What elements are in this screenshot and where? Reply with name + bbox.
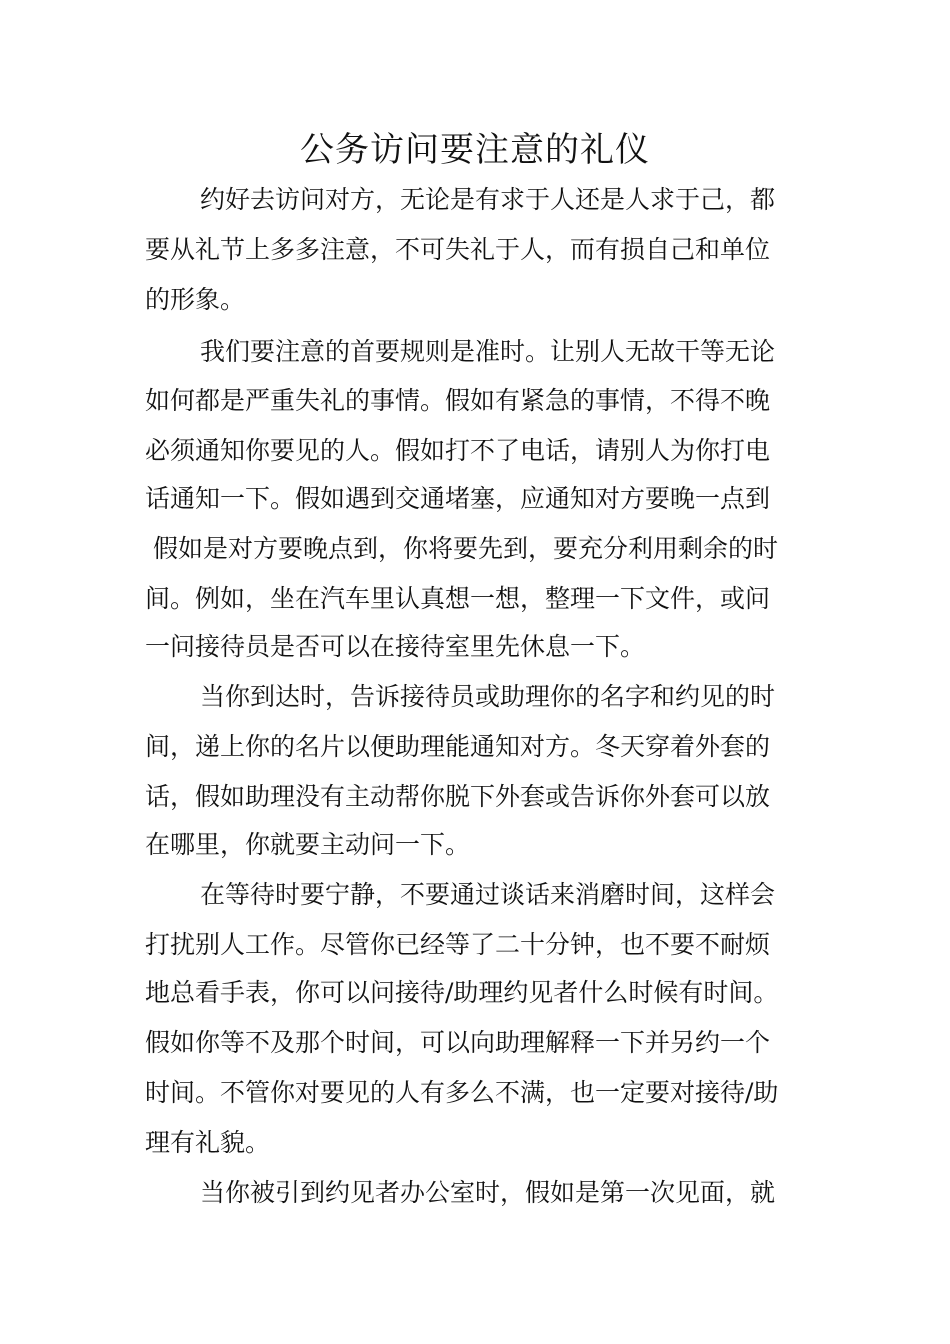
paragraph-2-line-6: 间。例如，坐在汽车里认真想一想，整理一下文件，或问 bbox=[145, 584, 771, 613]
paragraph-4-line-3: 地总看手表，你可以问接待/助理约见者什么时候有时间。 bbox=[145, 978, 779, 1007]
paragraph-3-line-2: 间，递上你的名片以便助理能通知对方。冬天穿着外套的 bbox=[145, 732, 771, 761]
paragraph-2-line-2: 如何都是严重失礼的事情。假如有紧急的事情，不得不晚 bbox=[145, 386, 771, 415]
paragraph-1-line-3: 的形象。 bbox=[145, 285, 246, 314]
paragraph-4-line-5: 时间。不管你对要见的人有多么不满，也一定要对接待/助 bbox=[145, 1078, 779, 1107]
paragraph-2-line-3: 必须通知你要见的人。假如打不了电话，请别人为你打电 bbox=[145, 436, 771, 465]
paragraph-4-line-4: 假如你等不及那个时间，可以向助理解释一下并另约一个 bbox=[145, 1028, 771, 1057]
paragraph-1-line-2: 要从礼节上多多注意，不可失礼于人，而有损自己和单位 bbox=[145, 235, 771, 264]
paragraph-3-line-4: 在哪里，你就要主动问一下。 bbox=[145, 830, 471, 859]
paragraph-4-line-6: 理有礼貌。 bbox=[145, 1128, 271, 1157]
paragraph-3-line-1: 当你到达时，告诉接待员或助理你的名字和约见的时 bbox=[200, 682, 776, 711]
paragraph-2-line-1: 我们要注意的首要规则是准时。让别人无故干等无论 bbox=[200, 337, 776, 366]
paragraph-2-line-5: 假如是对方要晚点到，你将要先到，要充分利用剩余的时 bbox=[145, 534, 778, 563]
paragraph-4-line-2: 打扰别人工作。尽管你已经等了二十分钟，也不要不耐烦 bbox=[145, 930, 771, 959]
paragraph-3-line-3: 话，假如助理没有主动帮你脱下外套或告诉你外套可以放 bbox=[145, 782, 771, 811]
paragraph-2-line-4: 话通知一下。假如遇到交通堵塞，应通知对方要晚一点到 bbox=[145, 484, 771, 513]
paragraph-1-line-1: 约好去访问对方，无论是有求于人还是人求于己，都 bbox=[200, 185, 776, 214]
document-title: 公务访问要注意的礼仪 bbox=[300, 130, 650, 170]
paragraph-5-line-1: 当你被引到约见者办公室时，假如是第一次见面，就 bbox=[200, 1178, 776, 1207]
paragraph-4-line-1: 在等待时要宁静，不要通过谈话来消磨时间，这样会 bbox=[200, 880, 776, 909]
paragraph-2-line-7: 一问接待员是否可以在接待室里先休息一下。 bbox=[145, 632, 646, 661]
